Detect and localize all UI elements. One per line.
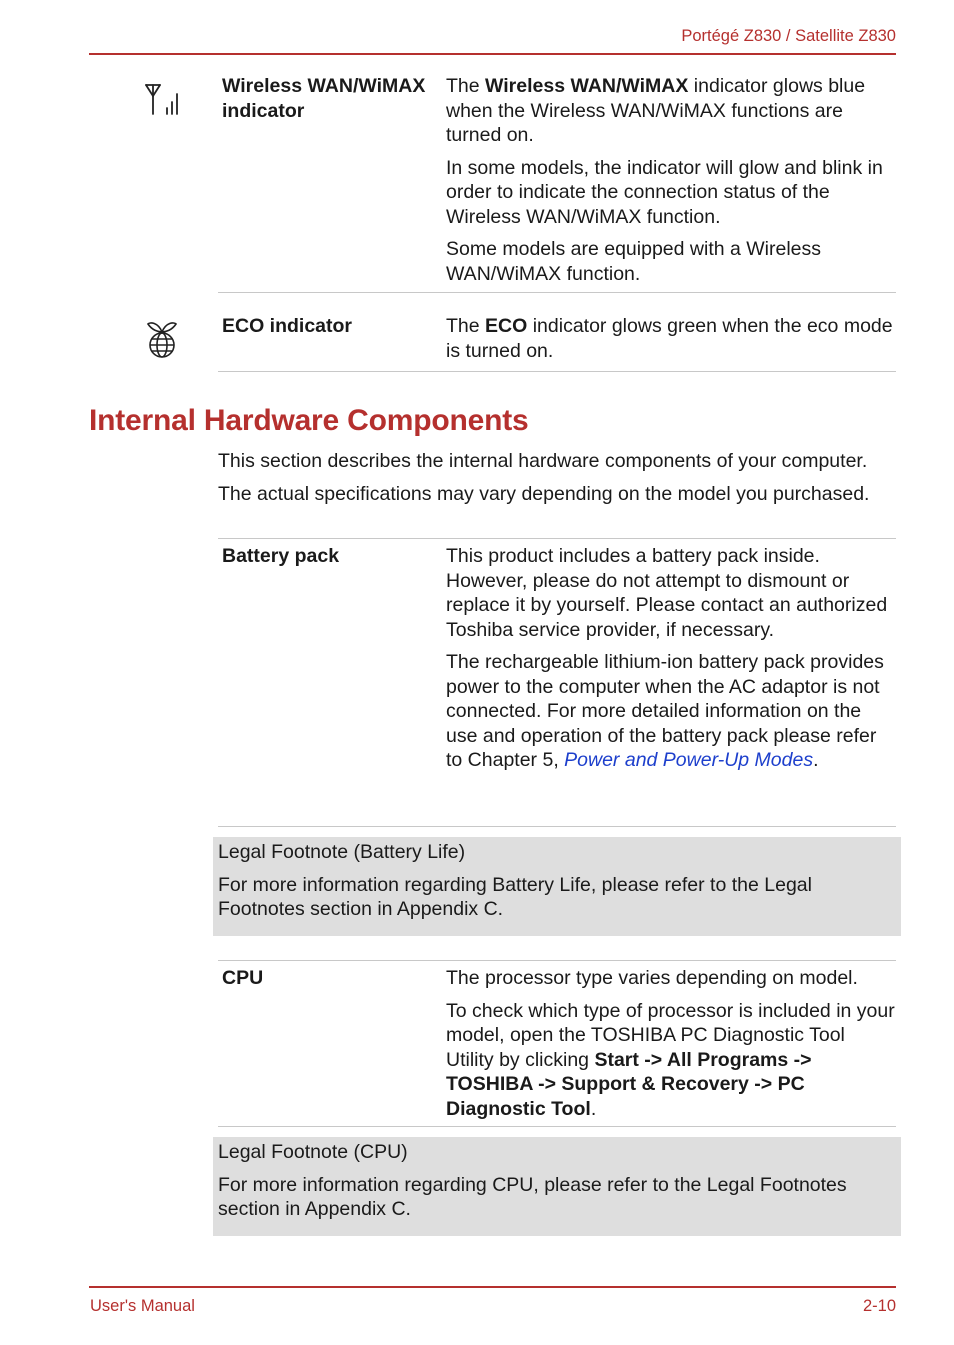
running-header: Portégé Z830 / Satellite Z830	[681, 27, 896, 45]
wireless-wan-para-3: Some models are equipped with a Wireless WAN/WiMAX function.	[446, 238, 822, 285]
intro-para-2: The actual specifications may vary depending on the model you purchased.	[218, 482, 870, 505]
cpu-para-2: To check which type of processor is included in your model, open the TOSHIBA PC Diagnostic Tool Utility by clicking Start -> All Programs -> TOSHIBA -> Support & Recovery -> PC Diagnostic Tool.	[446, 999, 895, 1120]
note-body: For more information regarding CPU, please refer to the Legal Footnotes section in Appendix C.	[218, 1173, 847, 1220]
wireless-wan-para-1: The Wireless WAN/WiMAX indicator glows blue when the Wireless WAN/WiMAX functions are turned on.	[446, 75, 866, 146]
eco-para-1: The ECO indicator glows green when the eco mode is turned on.	[446, 315, 893, 362]
power-modes-link[interactable]: Power and Power-Up Modes	[564, 749, 814, 771]
battery-para-1: This product includes a battery pack inside. However, please do not attempt to dismount or replace it by yourself. Please contact an authorized Toshiba service provider, if necessary.	[446, 545, 888, 641]
eco-icon	[144, 318, 180, 360]
wireless-wan-icon	[143, 82, 183, 118]
cpu-para-1: The processor type varies depending on model.	[446, 967, 858, 989]
battery-description	[446, 544, 896, 781]
eco-description	[446, 314, 896, 371]
intro-para-1: This section describes the internal hardware components of your computer.	[218, 450, 868, 472]
note-title: Legal Footnote (Battery Life)	[218, 841, 466, 863]
cpu-term: CPU	[222, 967, 264, 989]
footer-divider	[89, 1286, 896, 1288]
section-title: Internal Hardware Components	[89, 404, 529, 437]
header-divider	[89, 53, 896, 55]
row-divider	[218, 960, 896, 961]
row-divider	[218, 371, 896, 372]
row-divider	[218, 538, 896, 539]
wireless-wan-description	[446, 74, 896, 294]
cpu-description	[446, 966, 896, 1129]
row-divider	[218, 826, 896, 827]
legal-footnote-battery	[213, 837, 901, 936]
row-divider	[218, 292, 896, 293]
row-divider	[218, 1126, 896, 1127]
wireless-wan-para-2: In some models, the indicator will glow and blink in order to indicate the connection status of the Wireless WAN/WiMAX function.	[446, 156, 883, 228]
eco-term: ECO indicator	[222, 315, 353, 337]
note-title: Legal Footnote (CPU)	[218, 1141, 408, 1163]
battery-para-2: The rechargeable lithium-ion battery pack provides power to the computer when the AC adaptor is not connected. For more detailed information on the use and operation of the battery pack please refer to Chapter 5, Power and Power-Up Modes.	[446, 651, 884, 771]
note-body: For more information regarding Battery Life, please refer to the Legal Footnotes section in Appendix C.	[218, 873, 812, 920]
section-intro	[218, 449, 908, 514]
legal-footnote-cpu	[213, 1137, 901, 1236]
wireless-wan-term: Wireless WAN/WiMAX indicator	[222, 75, 426, 122]
page-number: 2-10	[862, 1297, 896, 1315]
battery-term: Battery pack	[222, 545, 340, 567]
footer-manual-title: User's Manual	[90, 1297, 195, 1315]
